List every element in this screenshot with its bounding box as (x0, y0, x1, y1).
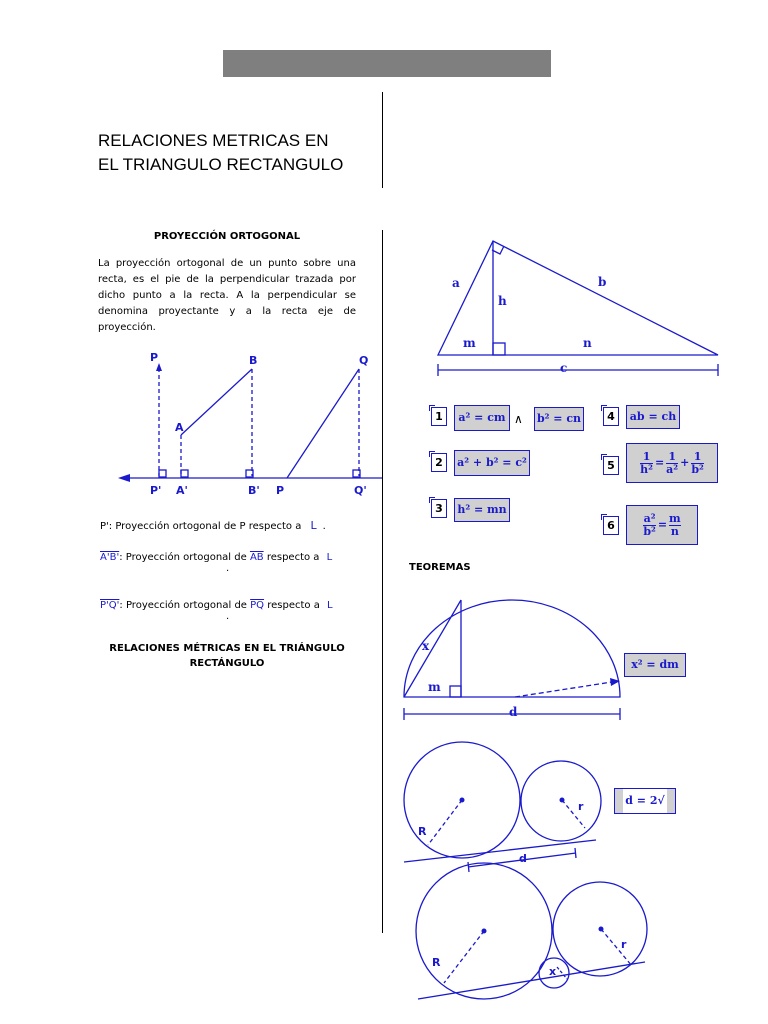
f5-num2: 1 (668, 449, 676, 463)
formula-1a: a² = cm (454, 405, 510, 431)
f5-den2: a² (666, 462, 679, 476)
formula-semicircle: x² = dm (624, 653, 686, 677)
label-n: n (583, 336, 592, 350)
f5-num3: 1 (693, 449, 702, 463)
segment-P1Q1: P'Q' (100, 600, 120, 611)
f6-num1: a² (643, 511, 656, 525)
segment-AB (181, 369, 252, 435)
formula-5 (626, 443, 718, 483)
right-angle-vertex (492, 246, 504, 254)
label-c: c (560, 361, 568, 375)
proyeccion-paragraph: La proyección ortogonal de un punto sobre una recta, es el pie de la perpendicular trazada por dicho punto a la recta. A la perpendicular se denomina proyectante y a la recta eje de proyección. (98, 258, 356, 333)
formula-2: a² + b² = c² (454, 450, 530, 476)
label-R2: R (432, 956, 441, 969)
line-L-2: L (326, 552, 333, 563)
formula-circles-text: d = 2√ (623, 789, 666, 813)
relaciones-heading (98, 641, 356, 671)
right-triangle (438, 241, 718, 355)
right-angle-semi (450, 686, 461, 697)
label-B1: B' (248, 484, 260, 497)
segment-PQ (287, 369, 359, 478)
definition-end-3: . (226, 611, 230, 622)
segment-A1B1: A'B' (100, 552, 120, 563)
label-R1: R (418, 825, 427, 838)
teoremas-heading: TEOREMAS (409, 562, 471, 573)
label-Q: Q (359, 354, 369, 367)
label-P: P (150, 351, 159, 364)
formula-4: ab = ch (626, 405, 680, 429)
label-r1: r (578, 800, 584, 813)
line-L-3: L (327, 600, 333, 611)
segment-PQ-text: $\overline{PQ}$ (250, 600, 265, 611)
title-line-1: RELACIONES METRICAS EN (98, 131, 329, 150)
proyeccion-heading: PROYECCIÓN ORTOGONAL (153, 231, 301, 242)
right-angle-A (181, 470, 188, 477)
radius-R1 (428, 800, 462, 845)
definition-text-3: : Proyección ortogonal de (119, 600, 251, 611)
definition-text-2: : Proyección ortogonal de (119, 552, 250, 563)
f5-num1: 1 (642, 449, 651, 463)
label-b: b (598, 275, 607, 289)
symbol-P1: P' (100, 521, 109, 532)
definition-end-1: . (322, 521, 326, 532)
f6-num2: m (669, 511, 681, 525)
f6-den2: n (670, 524, 679, 538)
formula-6 (626, 505, 698, 545)
formula-num-5: 5 (603, 456, 619, 475)
definition-text-3b: respecto a (264, 600, 324, 611)
definition-3 (100, 600, 333, 622)
formula-3: h² = mn (454, 498, 510, 522)
f5-op2: + (680, 456, 690, 469)
f6-op: = (657, 518, 668, 531)
label-a: a (452, 276, 460, 290)
formula-num-3: 3 (431, 499, 447, 518)
axis-arrow (118, 474, 130, 482)
formula-1b: b² = cn (534, 407, 584, 431)
label-A1: A' (176, 484, 188, 497)
label-Q1: Q' (354, 484, 367, 497)
radius-r2 (601, 929, 632, 966)
definition-2 (100, 552, 332, 574)
label-B: B (249, 354, 258, 367)
and-symbol: ∧ (514, 412, 523, 426)
label-r2: r (621, 938, 627, 951)
label-x: x (422, 639, 430, 653)
dashed-arrow (515, 682, 612, 697)
label-d-semi: d (509, 705, 518, 719)
label-P2: P (276, 484, 285, 497)
formula-circles (614, 788, 676, 814)
definition-text-2b: respecto a (263, 552, 323, 563)
definition-end-2: . (226, 563, 230, 574)
radius-R2 (444, 931, 484, 983)
f6-den1: b² (643, 524, 656, 538)
f5-op1: = (654, 456, 665, 469)
relaciones-heading-line2: RECTÁNGULO (189, 658, 265, 669)
definition-text-1: : Proyección ortogonal de P respecto a (108, 521, 305, 532)
label-d-circles: d (519, 852, 527, 865)
title-line-2: EL TRIANGULO RECTANGULO (98, 155, 344, 174)
label-m-semi: m (428, 680, 441, 694)
right-angle-P (159, 470, 166, 477)
segment-AB-text: $\overline{AB}$ (249, 552, 264, 563)
definition-1 (100, 519, 326, 532)
formula-num-4: 4 (603, 407, 619, 426)
tangent-line-2 (418, 962, 645, 999)
formula-num-6: 6 (603, 516, 619, 535)
label-h: h (498, 294, 507, 308)
f5-den3: b² (691, 462, 704, 476)
label-m: m (463, 336, 476, 350)
label-A: A (175, 421, 184, 434)
right-angle-h (493, 343, 505, 355)
f5-den1: h² (640, 462, 653, 476)
label-P1: P' (150, 484, 162, 497)
formula-num-1: 1 (431, 407, 447, 426)
formula-num-2: 2 (431, 453, 447, 472)
line-L-1: L (310, 519, 317, 532)
relaciones-heading-line1: RELACIONES MÉTRICAS EN EL TRIÁNGULO (109, 643, 345, 654)
label-x2: x (549, 965, 557, 978)
